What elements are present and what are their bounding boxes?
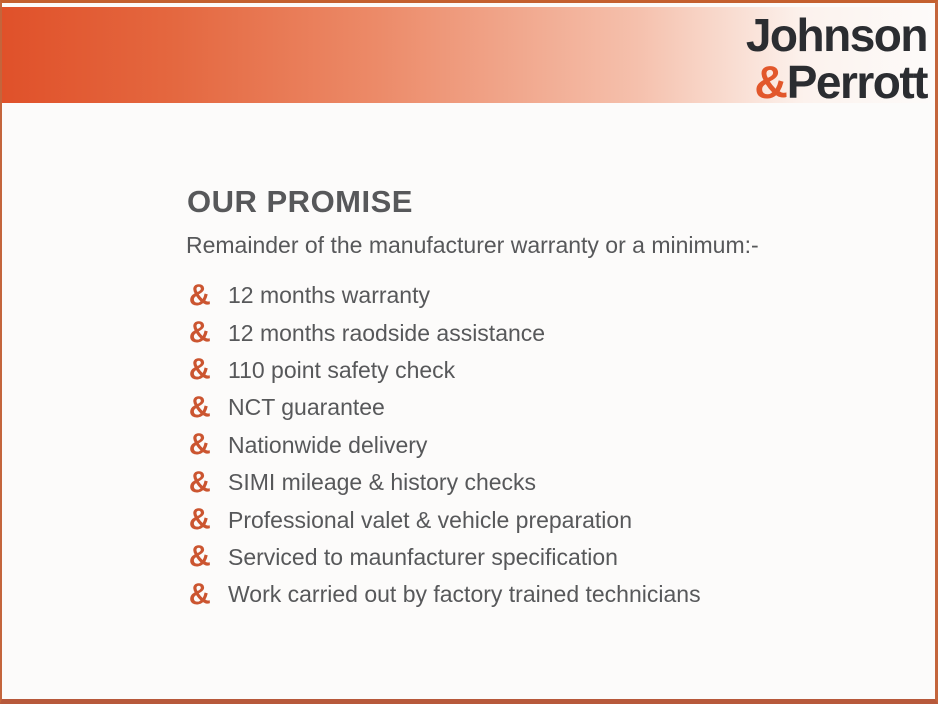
ampersand-bullet-icon: &	[187, 464, 212, 500]
list-item	[186, 501, 701, 538]
page-title: OUR PROMISE	[187, 184, 413, 219]
list-item-label: SIMI mileage & history checks	[228, 469, 537, 496]
list-item	[186, 389, 701, 426]
ampersand-bullet-icon: &	[187, 277, 212, 313]
ampersand-bullet-icon: &	[187, 502, 212, 537]
brand-name-line2: Perrott	[786, 56, 927, 108]
brand-name-line2-row	[746, 55, 927, 109]
list-item-label: NCT guarantee	[228, 394, 385, 421]
ampersand-bullet-icon: &	[187, 539, 212, 575]
list-item	[186, 352, 701, 389]
list-item-label: 12 months raodside assistance	[228, 319, 546, 346]
list-item-label: 12 months warranty	[228, 282, 430, 309]
list-item-label: Nationwide delivery	[228, 431, 428, 458]
ampersand-bullet-icon: &	[187, 577, 212, 612]
list-item-label: Professional valet & vehicle preparation	[228, 506, 633, 533]
list-item-label: 110 point safety check	[228, 356, 456, 383]
list-item	[186, 539, 701, 576]
list-item	[186, 427, 701, 464]
list-item	[186, 277, 701, 314]
list-item-label: Work carried out by factory trained technicians	[228, 581, 701, 608]
ampersand-bullet-icon: &	[187, 315, 212, 350]
list-item	[186, 576, 701, 613]
list-item	[186, 464, 701, 501]
brand-ampersand-icon: &	[752, 55, 788, 109]
brand-logo	[745, 9, 927, 109]
promise-list	[186, 277, 701, 614]
list-item-label: Serviced to maunfacturer specification	[228, 543, 618, 570]
list-item	[186, 314, 701, 351]
brand-name-line1: Johnson	[745, 9, 927, 61]
ampersand-bullet-icon: &	[187, 390, 212, 425]
page-subtitle: Remainder of the manufacturer warranty or a minimum:-	[186, 232, 759, 258]
ampersand-bullet-icon: &	[187, 427, 212, 462]
ampersand-bullet-icon: &	[187, 352, 212, 388]
